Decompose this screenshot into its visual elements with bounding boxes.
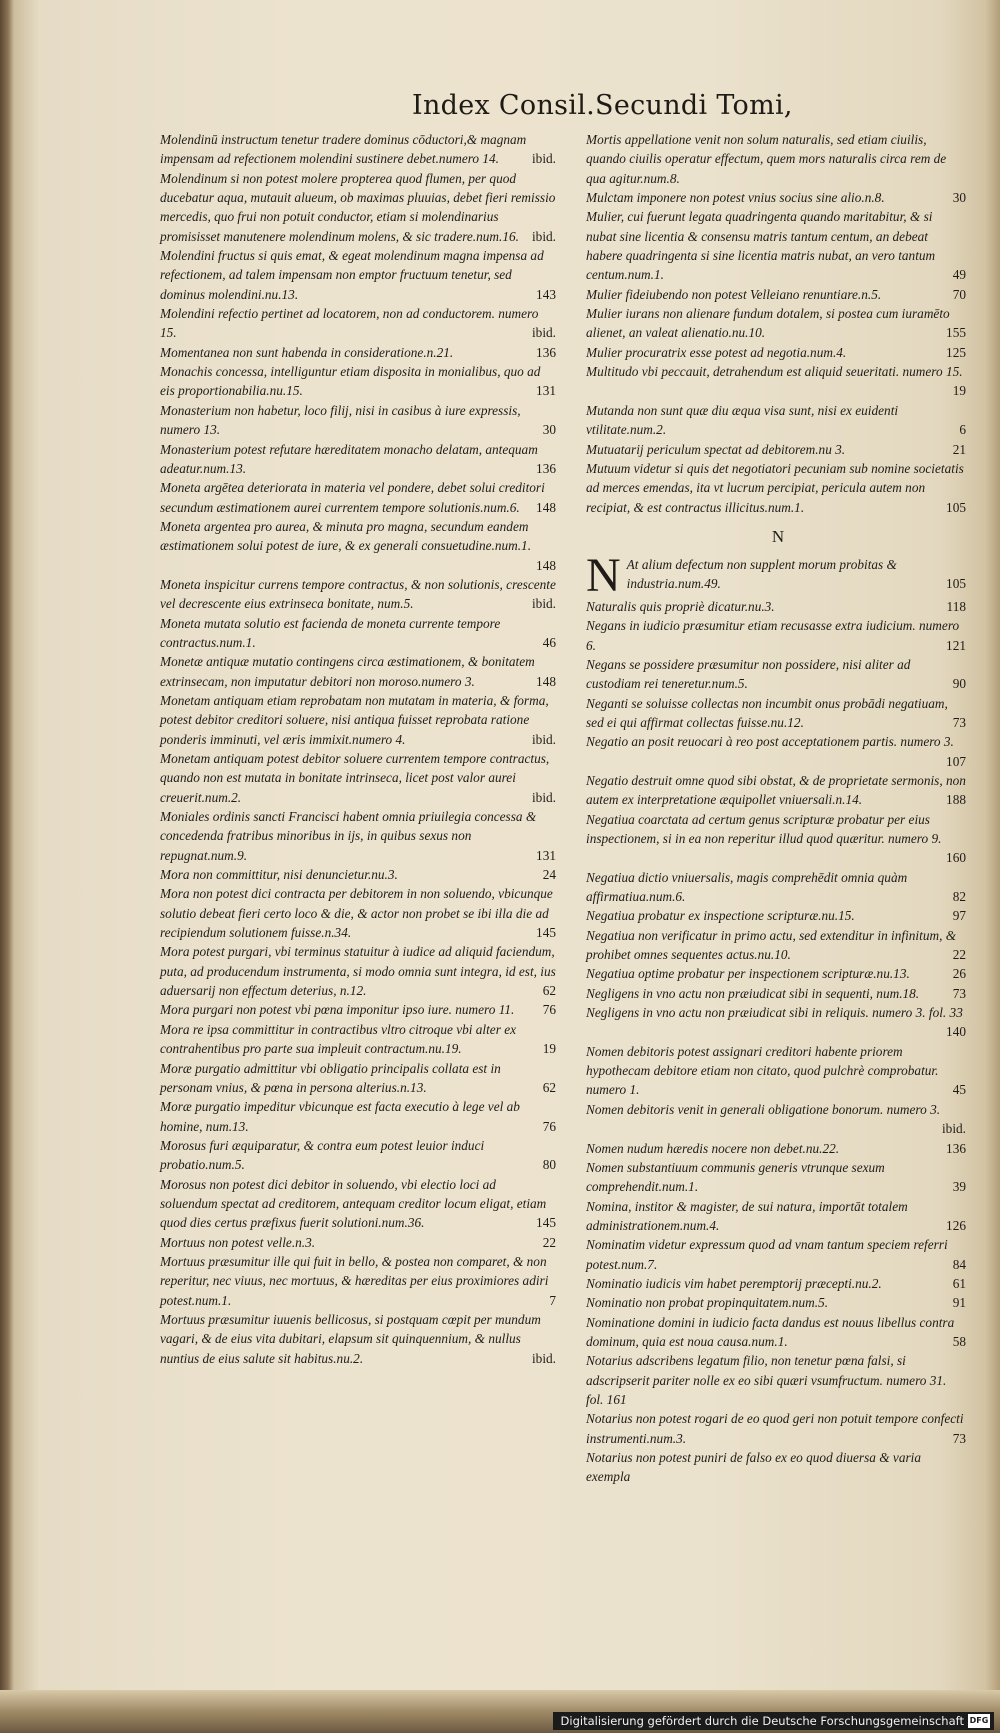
index-entry — [160, 343, 560, 362]
entry-page: 7 — [549, 1292, 556, 1308]
entry-text: Nomen substantiuum communis generis vtrunque sexum comprehendit.num.1. — [586, 1159, 885, 1195]
index-entry — [160, 246, 560, 304]
entry-page: 148 — [536, 499, 556, 515]
entry-page: 73 — [952, 1430, 966, 1446]
index-entry — [586, 926, 970, 965]
index-entry — [160, 691, 560, 749]
index-entry — [160, 440, 560, 479]
entry-text: Negatiua non verificatur in primo actu, sed extenditur in infinitum, & prohibet omnes sequentes actus.nu.10. — [586, 927, 957, 963]
entry-page: 145 — [536, 925, 556, 941]
entry-text: Nominatio non probat propinquitatem.num.5. — [586, 1295, 829, 1311]
entry-page: 62 — [542, 983, 556, 999]
entry-page: 148 — [536, 673, 556, 689]
entry-text: Negans se possidere præsumitur non possidere, nisi aliter ad custodiam rei teneretur.num.5. — [586, 656, 911, 692]
entry-text: Nomina, institor & magister, de sui natura, importāt totalem administrationem.num.4. — [586, 1198, 908, 1233]
index-entry — [160, 1059, 560, 1098]
entry-text: Momentanea non sunt habenda in consideratione.n.21. — [160, 344, 454, 360]
index-entry — [160, 1252, 560, 1310]
entry-text: Mulctam imponere non potest vnius socius sine alio.n.8. — [586, 190, 885, 206]
index-entry — [160, 865, 560, 884]
entry-text: Nomen nudum hæredis nocere non debet.nu.22. — [586, 1140, 840, 1156]
entry-page: 91 — [952, 1295, 966, 1311]
entry-text: Negatio destruit omne quod sibi obstat, & de proprietate sermonis, non autem ex interpretatione æquipollet vniuersali.n.14. — [586, 772, 966, 808]
index-entry — [586, 771, 970, 810]
entry-page: ibid. — [531, 325, 556, 341]
index-entry — [160, 1175, 560, 1233]
entry-page: 49 — [952, 267, 966, 283]
index-entry — [160, 304, 560, 343]
index-entry — [586, 343, 970, 362]
index-entry — [586, 616, 970, 655]
index-entry — [586, 1235, 970, 1274]
entry-text: Mora non potest dici contracta per debitorem in non soluendo, vbicunque solutio debeat fieri certo loco & die, & actor non probet se ibi illa die ad recipiendum solutionem fuisse.n.34. — [160, 886, 553, 941]
entry-text: Monasterium potest refutare hæreditatem monacho delatam, antequam adeatur.num.13. — [160, 441, 538, 476]
index-entry — [160, 1233, 560, 1252]
index-entry — [160, 652, 560, 691]
entry-page: 121 — [946, 637, 966, 653]
entry-page: 19 — [952, 383, 966, 399]
entry-page: 148 — [536, 557, 556, 573]
entry-page: ibid. — [941, 1121, 966, 1137]
index-entry — [586, 1448, 970, 1487]
entry-page: 126 — [946, 1217, 966, 1233]
index-entry — [586, 130, 970, 188]
entry-text: Moneta mutata solutio est facienda de moneta currente tempore contractus.num.1. — [160, 615, 501, 650]
entry-text: Monachis concessa, intelliguntur etiam disposita in monialibus, quo ad eis proportionabilia.nu.15. — [160, 364, 541, 399]
index-entry — [160, 807, 560, 865]
entry-page: ibid. — [531, 151, 556, 167]
entry-page: 30 — [952, 190, 966, 206]
entry-text: Mulier fideiubendo non potest Velleiano renuntiare.n.5. — [586, 286, 882, 302]
index-entry — [160, 362, 560, 401]
index-entry — [160, 1020, 560, 1059]
entry-text: Negatiua optime probatur per inspectionem scripturæ.nu.13. — [586, 966, 910, 982]
entry-page: 143 — [536, 286, 556, 302]
entry-page: 24 — [542, 867, 556, 883]
entry-page: 61 — [952, 1275, 966, 1291]
index-entry — [586, 459, 970, 517]
entry-page: 46 — [542, 634, 556, 650]
index-entry — [586, 655, 970, 694]
entry-text: Moræ purgatio admittitur vbi obligatio principalis collata est in personam vnius, & pœna in persona alterius.n.13. — [160, 1060, 501, 1095]
entry-text: Mutuum videtur si quis det negotiatori pecuniam sub nomine societatis ad merces emendas, ita vt lucrum percipiat, pericula autem non recipiat, & est contractus illicitus.num.1. — [586, 460, 964, 515]
entry-page: 73 — [952, 714, 966, 730]
entry-page: ibid. — [531, 789, 556, 805]
entry-text: Morosus furi æquiparatur, & contra eum potest leuior induci probatio.num.5. — [160, 1137, 485, 1173]
index-entry — [586, 597, 970, 616]
entry-page: 107 — [946, 753, 966, 769]
entry-page: ibid. — [531, 596, 556, 612]
entry-page: 76 — [542, 1118, 556, 1134]
entry-page: 21 — [952, 441, 966, 457]
entry-page: 80 — [542, 1157, 556, 1173]
index-entry — [586, 694, 970, 733]
entry-text: Moneta inspicitur currens tempore contractus, & non solutionis, crescente vel decrescente eius extrinseca bonitate, num.5. — [160, 576, 556, 612]
entry-page: 22 — [952, 947, 966, 963]
index-entry — [160, 614, 560, 653]
entry-text: Molendinū instructum tenetur tradere dominus cōductori,& magnam impensam ad refectionem molendini sustinere debet.numero 14. — [160, 132, 527, 167]
entry-text: Neganti se soluisse collectas non incumbit onus probādi negatiuam, sed ei qui affirmat collectas fuisse.nu.12. — [586, 695, 948, 730]
entry-text: Monetæ antiquæ mutatio contingens circa æstimationem, & bonitatem extrinsecam, non imputatur debitori non moroso.numero 3. — [160, 654, 535, 689]
entry-page: 155 — [946, 325, 966, 341]
entry-page: 105 — [946, 499, 966, 515]
entry-page: 22 — [542, 1234, 556, 1250]
index-column-left — [160, 130, 560, 1368]
entry-text: Negatiua coarctata ad certum genus scripturæ probatur per eius inspectionem, si in ea non reperitur illud quod quæritur. numero 9. — [586, 811, 942, 846]
entry-text: Mortuus præsumitur ille qui fuit in bello, & postea non comparet, & non reperitur, nec viuus, nec mortuus, & hæreditas per eius proximiores adiri potest.num.1. — [160, 1253, 549, 1308]
index-entry — [160, 1136, 560, 1175]
entry-text: Nominatione domini in iudicio facta dandus est nouus libellus contra dominum, quia est noua causa.num.1. — [586, 1314, 955, 1349]
entry-text: Mulier, cui fuerunt legata quadringenta quando maritabitur, & si nubat sine licentia & consensu matris tantum centum, an debeat habere quadringenta si sine licentia matris nubat, an vero tantum centum.num.1. — [586, 209, 936, 283]
entry-text: Mutuatarij periculum spectat ad debitorem.nu 3. — [586, 441, 846, 457]
entry-page: 45 — [952, 1082, 966, 1098]
index-entry — [586, 1158, 970, 1197]
entry-text: Molendinum si non potest molere propterea quod flumen, per quod ducebatur aqua, mutauit alueum, ob maximas pluuias, debet fieri remissio mercedis, quo frui non potuit conductor, etiam si molendinarius promisisset manutenere molendinum molens, & sic tradere.num.16. — [160, 170, 556, 244]
index-column-right — [586, 130, 970, 1487]
index-entry — [586, 1139, 970, 1158]
page-header: Index Consil.Secundi Tomi, — [412, 90, 793, 121]
index-entry — [586, 1100, 970, 1139]
entry-text: Mulier procuratrix esse potest ad negotia.num.4. — [586, 344, 847, 360]
index-entry — [160, 942, 560, 1000]
index-entry — [586, 1293, 970, 1312]
index-entry — [160, 884, 560, 942]
entry-text: Negans in iudicio præsumitur etiam recusasse extra iudicium. numero 6. — [586, 618, 960, 653]
entry-text: Nomen debitoris potest assignari creditori habente priorem hypothecam debitore etiam non citato, quod pulchrè comprobatur. numero 1. — [586, 1043, 939, 1098]
index-entry — [586, 304, 970, 343]
index-entry — [586, 401, 970, 440]
entry-page: 90 — [952, 676, 966, 692]
entry-text: Nominatio iudicis vim habet peremptorij præcepti.nu.2. — [586, 1275, 882, 1291]
entry-text: At alium defectum non supplent morum probitas & industria.num.49. — [626, 556, 897, 592]
entry-text: Moneta argentea pro aurea, & minuta pro magna, secundum eandem æstimationem solui potest de iure, & ex generali consuetudine.num.1. — [160, 518, 532, 554]
entry-page: 136 — [946, 1140, 966, 1156]
entry-page: 145 — [536, 1215, 556, 1231]
index-entry — [586, 964, 970, 983]
index-entry — [586, 1409, 970, 1448]
entry-text: Molendini refectio pertinet ad locatorem, non ad conductorem. numero 15. — [160, 306, 539, 341]
index-entry — [160, 1000, 560, 1019]
index-entry — [160, 478, 560, 517]
entry-text: Naturalis quis propriè dicatur.nu.3. — [586, 598, 775, 614]
dfg-logo: DFG — [968, 1714, 990, 1728]
index-entry — [586, 906, 970, 925]
entry-page: 105 — [946, 576, 966, 592]
index-entry — [586, 984, 970, 1003]
index-entry — [160, 1097, 560, 1136]
entry-text: Mora purgari non potest vbi pœna imponitur ipso iure. numero 11. — [160, 1002, 515, 1018]
section-letter: N — [771, 526, 785, 546]
entry-page: 26 — [952, 966, 966, 982]
entry-text: Mutanda non sunt quæ diu æqua visa sunt, nisi ex euidenti vtilitate.num.2. — [586, 402, 899, 438]
index-entry — [586, 285, 970, 304]
entry-page: 76 — [542, 1002, 556, 1018]
entry-text: Notarius non potest rogari de eo quod geri non potuit tempore confecti instrumenti.num.3. — [586, 1411, 964, 1446]
index-entry — [586, 810, 970, 868]
entry-page: 125 — [946, 344, 966, 360]
index-entry — [586, 1042, 970, 1100]
entry-text: Nomen debitoris venit in generali obligatione bonorum. numero 3. — [586, 1101, 941, 1117]
entry-text: Mortis appellatione venit non solum naturalis, sed etiam ciuilis, quando ciuilis operatur effectum, quem mors naturalis circa rem de qua agitur.num.8. — [586, 132, 947, 186]
entry-text: Negatiua dictio vniuersalis, magis comprehēdit omnia quàm affirmatiua.num.6. — [586, 869, 908, 905]
entry-text: Mortuus non potest velle.n.3. — [160, 1234, 316, 1250]
entry-page: 39 — [952, 1179, 966, 1195]
entry-page: 70 — [952, 286, 966, 302]
index-entry — [160, 401, 560, 440]
index-entry — [586, 1274, 970, 1293]
index-entry — [586, 207, 970, 284]
entry-text: Mora potest purgari, vbi terminus statuitur à iudice ad aliquid faciendum, puta, ad producendum instrumenta, si modo omnia sunt integra, id est, ius aduersarij non effectum deterius, n.12. — [160, 944, 556, 999]
index-entry — [586, 1003, 970, 1042]
entry-text: Molendini fructus si quis emat, & egeat molendinum magna impensa ad refectionem, ad talem impensam non emptor fructuum tenetur, sed dominus molendini.nu.13. — [160, 248, 544, 302]
entry-text: Negatio an posit reuocari à reo post acceptationem partis. numero 3. — [586, 734, 954, 750]
entry-page: 62 — [542, 1079, 556, 1095]
entry-page: 160 — [946, 850, 966, 866]
entry-page: 6 — [959, 422, 966, 438]
entry-page: 82 — [952, 889, 966, 905]
entry-page: 30 — [542, 422, 556, 438]
entry-text: Negligens in vno actu non præiudicat sibi in reliquis. numero 3. fol. 33 — [586, 1005, 963, 1021]
drop-capital: N — [586, 548, 621, 602]
index-entry — [160, 749, 560, 807]
entry-text: Multitudo vbi peccauit, detrahendum est aliquid seueritati. numero 15. — [586, 364, 963, 380]
entry-text: Negligens in vno actu non præiudicat sibi in sequenti, num.18. — [586, 985, 920, 1001]
entry-page: 136 — [536, 344, 556, 360]
index-entry — [160, 575, 560, 614]
index-entry-first-n — [586, 548, 970, 602]
entry-page: 131 — [536, 847, 556, 863]
entry-page: 73 — [952, 985, 966, 1001]
entry-page: 188 — [946, 792, 966, 808]
entry-text: Notarius adscribens legatum filio, non tenetur pœna falsi, si adscripserit pariter nolle ex eo sibi quæri vsumfructum. numero 31. fol. 161 — [586, 1353, 947, 1407]
entry-page: 140 — [946, 1024, 966, 1040]
index-entry — [160, 130, 560, 169]
entry-text: Moniales ordinis sancti Francisci habent omnia priuilegia concessa & concedenda fratribus minoribus in ijs, in quibus sexus non repugnat.num.9. — [160, 809, 537, 863]
entry-text: Monetam antiquam etiam reprobatam non mutatam in materia, & forma, potest debitor creditori soluere, nisi antiqua fuisset reprobata ratione ponderis imminuti, vel æris immixit.numero 4. — [160, 692, 549, 747]
index-entry — [586, 732, 970, 771]
index-entry — [586, 362, 970, 401]
index-entry — [586, 440, 970, 459]
index-entry — [586, 188, 970, 207]
index-entry — [160, 517, 560, 575]
digitization-footer — [553, 1712, 994, 1730]
entry-text: Notarius non potest puniri de falso ex eo quod diuersa & varia exempla — [586, 1450, 921, 1485]
entry-text: Monasterium non habetur, loco filij, nisi in casibus à iure expressis, numero 13. — [160, 402, 521, 438]
entry-page: ibid. — [531, 1350, 556, 1366]
entry-text: Nominatim videtur expressum quod ad vnam tantum speciem referri potest.num.7. — [586, 1237, 948, 1272]
index-entry — [586, 1351, 970, 1409]
index-entry — [160, 1310, 560, 1368]
entry-page: 97 — [952, 908, 966, 924]
entries-m-continued — [586, 130, 970, 517]
entry-page: 58 — [952, 1333, 966, 1349]
entry-page: 19 — [542, 1041, 556, 1057]
entry-page: 136 — [536, 460, 556, 476]
entry-text: Moræ purgatio impeditur vbicunque est facta executio à lege vel ab homine, num.13. — [160, 1099, 520, 1134]
footer-text: Digitalisierung gefördert durch die Deutsche Forschungsgemeinschaft — [560, 1714, 964, 1728]
entry-text: Negatiua probatur ex inspectione scripturæ.nu.15. — [586, 908, 855, 924]
entry-page: 131 — [536, 383, 556, 399]
entry-text: Mortuus præsumitur iuuenis bellicosus, si postquam cœpit per mundum vagari, & de eius vita dubitari, elapsum sit quinquennium, & nullus nuntius de eius salute sit habitus.nu.2. — [160, 1311, 541, 1366]
entry-text: Mora re ipsa committitur in contractibus vltro citroque vbi alter ex contrahentibus pro parte sua impleuit contractum.nu.19. — [160, 1021, 517, 1057]
entry-page: ibid. — [531, 228, 556, 244]
index-entry — [586, 868, 970, 907]
entry-text: Monetam antiquam potest debitor soluere currentem tempore contractus, quando non est mutata in bonitate intrinseca, licet post valor aurei creuerit.num.2. — [160, 751, 550, 805]
entry-text: Moneta argētea deteriorata in materia vel pondere, debet solui creditori secundum æstimationem aurei currentem tempore solutionis.num.6. — [160, 480, 545, 515]
entry-text: Mulier iurans non alienare fundum dotalem, si postea cum iuramēto alienet, an valeat alienatio.nu.10. — [586, 306, 950, 341]
entries-n — [586, 597, 970, 1487]
entry-text: Mora non committitur, nisi denuncietur.nu.3. — [160, 867, 398, 883]
index-entry — [586, 1313, 970, 1352]
index-entry — [586, 1197, 970, 1236]
entry-text: Morosus non potest dici debitor in soluendo, vbi electio loci ad soluendum spectat ad creditorem, antequam creditor locum eligat, etiam quod dies certus præfixus fuerit solutioni.num.36. — [160, 1176, 547, 1231]
entry-page: 118 — [946, 598, 966, 614]
entry-page: ibid. — [531, 731, 556, 747]
index-entry — [160, 169, 560, 246]
entry-page: 84 — [952, 1256, 966, 1272]
